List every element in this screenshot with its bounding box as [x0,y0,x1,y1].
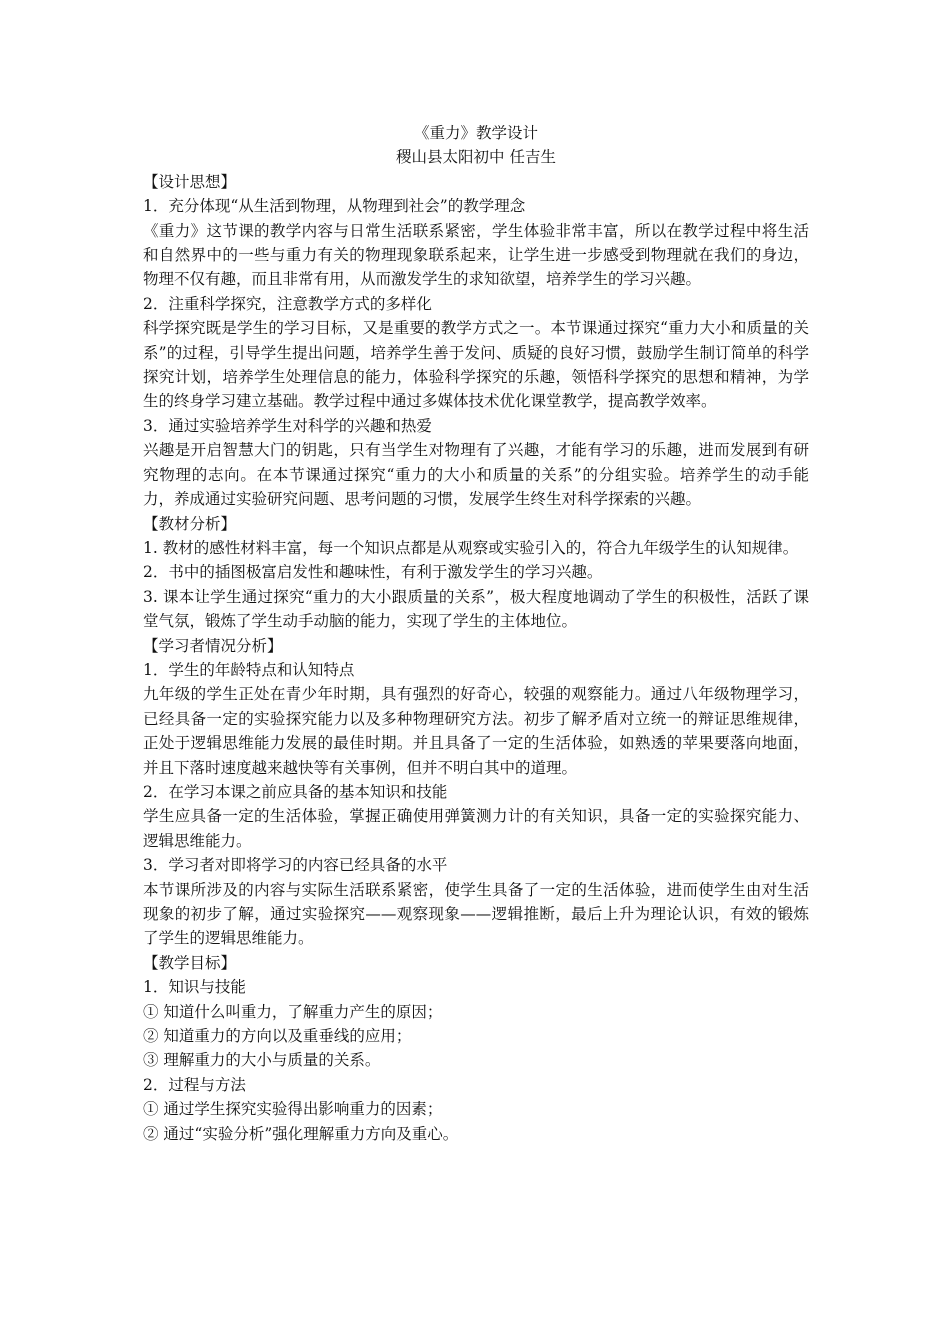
design-item-3: 3．通过实验培养学生对科学的兴趣和热爱 [143,416,432,435]
textbook-paragraph-1: 1. 教材的感性材料丰富，每一个知识点都是从观察或实验引入的，符合九年级学生的认知规律。 [143,538,799,557]
learner-item-2: 2．在学习本课之前应具备的基本知识和技能 [143,782,448,801]
learner-item-3: 3．学习者对即将学习的内容已经具备的水平 [143,856,448,875]
goal-knowledge-c: ③ 理解重力的大小与质量的关系。 [143,1051,381,1070]
design-paragraph-2: 科学探究既是学生的学习目标，又是重要的教学方式之一。本节课通过探究“重力大小和质量的关系”的过程，引导学生提出问题，培养学生善于发问、质疑的良好习惯，鼓励学生制订简单的科学探究计划，培养学生处理信息的能力，体验科学探究的乐趣，领悟科学探究的思想和精神，为学生的终身学习建立基础。教学过程中通过多媒体技术优化课堂教学，提高教学效率。 [143,319,809,411]
goal-knowledge-b: ② 知道重力的方向以及重垂线的应用； [143,1027,412,1046]
learner-item-1: 1．学生的年龄特点和认知特点 [143,660,355,679]
learner-paragraph-3: 本节课所涉及的内容与实际生活联系紧密，使学生具备了一定的生活体验，进而使学生由对生活现象的初步了解，通过实验探究——观察现象——逻辑推断，最后上升为理论认识，有效的锻炼了学生的逻辑思维能力。 [143,880,809,948]
goals-item-1: 1．知识与技能 [143,978,246,997]
design-item-2: 2．注重科学探究，注意教学方式的多样化 [143,294,432,313]
goal-knowledge-a: ① 知道什么叫重力，了解重力产生的原因； [143,1002,443,1021]
doc-author: 稷山县太阳初中 任吉生 [396,148,556,167]
doc-title: 《重力》教学设计 [413,124,538,142]
goal-process-a: ① 通过学生探究实验得出影响重力的因素； [143,1100,443,1119]
section-heading-textbook-analysis: 【教材分析】 [143,514,237,533]
section-heading-design-ideas: 【设计思想】 [143,172,237,191]
section-heading-teaching-goals: 【教学目标】 [143,953,237,972]
textbook-paragraph-2: 2．书中的插图极富启发性和趣味性，有利于激发学生的学习兴趣。 [143,563,603,582]
design-paragraph-3: 兴趣是开启智慧大门的钥匙，只有当学生对物理有了兴趣，才能有学习的乐趣，进而发展到有研究物理的志向。在本节课通过探究“重力的大小和质量的关系”的分组实验。培养学生的动手能力，养成通过实验研究问题、思考问题的习惯，发展学生终生对科学探索的兴趣。 [143,441,809,509]
learner-paragraph-1: 九年级的学生正处在青少年时期，具有强烈的好奇心，较强的观察能力。通过八年级物理学习，已经具备一定的实验探究能力以及多种物理研究方法。初步了解矛盾对立统一的辩证思维规律，正处于逻辑思维能力发展的最佳时期。并且具备了一定的生活体验，如熟透的苹果要落向地面，并且下落时速度越来越快等有关事例，但并不明白其中的道理。 [143,685,809,777]
document-page [143,121,809,1146]
design-item-1: 1．充分体现“从生活到物理，从物理到社会”的教学理念 [143,197,526,216]
goal-process-b: ② 通过“实验分析”强化理解重力方向及重心。 [143,1124,459,1143]
goals-item-2: 2．过程与方法 [143,1075,246,1094]
learner-paragraph-2: 学生应具备一定的生活体验，掌握正确使用弹簧测力计的有关知识，具备一定的实验探究能力、逻辑思维能力。 [143,807,809,850]
textbook-paragraph-3: 3. 课本让学生通过探究“重力的大小跟质量的关系”，极大程度地调动了学生的积极性，活跃了课堂气氛，锻炼了学生动手动脑的能力，实现了学生的主体地位。 [143,587,809,631]
design-paragraph-1: 《重力》这节课的教学内容与日常生活联系紧密，学生体验非常丰富，所以在教学过程中将生活和自然界中的一些与重力有关的物理现象联系起来，让学生进一步感受到物理就在我们的身边，物理不仅有趣，而且非常有用，从而激发学生的求知欲望，培养学生的学习兴趣。 [143,221,809,289]
section-heading-learner-analysis: 【学习者情况分析】 [143,636,283,655]
